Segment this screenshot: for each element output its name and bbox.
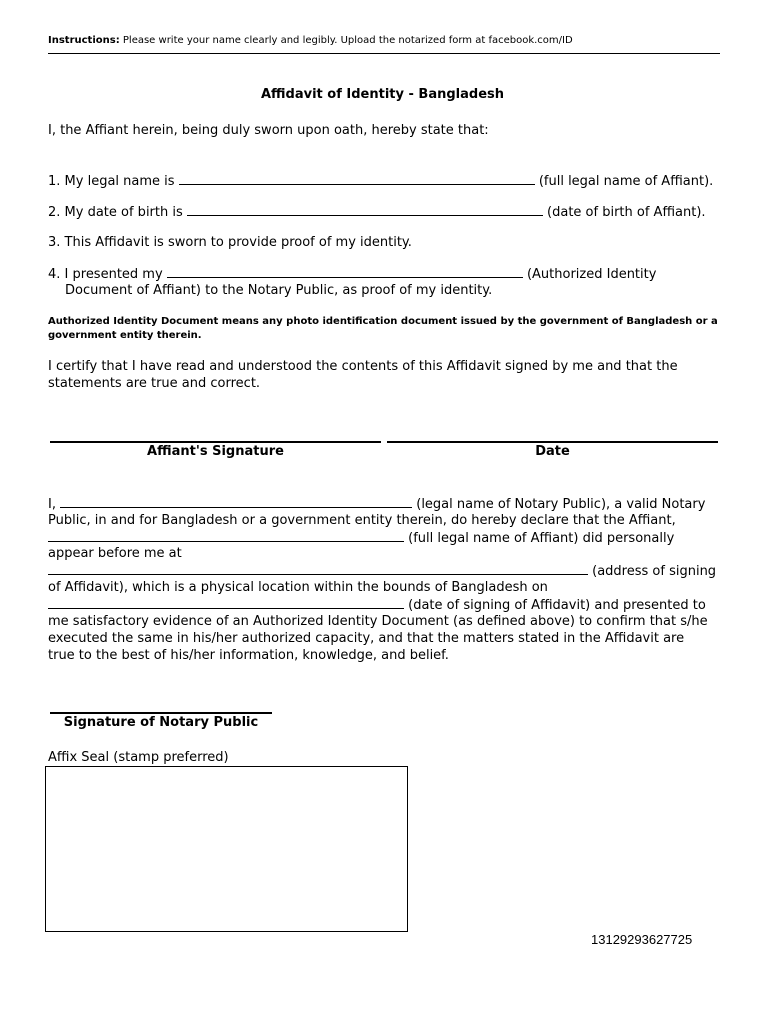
document-code: 13129293627725 — [591, 932, 693, 947]
header-rule — [48, 53, 720, 54]
notary-line5-suffix: (address of signing — [592, 564, 717, 579]
item-dob — [48, 203, 706, 221]
instructions-line — [48, 35, 573, 46]
notary-line7-suffix: (date of signing of Affidavit) and presented to — [408, 598, 706, 613]
notary-line5 — [48, 562, 716, 580]
notary-signature-label: Signature of Notary Public — [63, 715, 259, 730]
item-dob-suffix: (date of birth of Affiant). — [547, 205, 706, 220]
notary-line1-suffix: (legal name of Notary Public), a valid Notary — [416, 497, 706, 512]
notary-line4: appear before me at — [48, 546, 182, 561]
legal-name-field[interactable] — [179, 172, 535, 185]
date-label: Date — [535, 444, 570, 459]
notary-line7 — [48, 596, 706, 614]
affiant-signature-line[interactable] — [50, 441, 381, 443]
notary-line1 — [48, 495, 705, 513]
notary-line10: true to the best of his/her information, knowledge, and belief. — [48, 648, 449, 663]
dob-field[interactable] — [187, 203, 543, 216]
item-purpose: 3. This Affidavit is sworn to provide proof of my identity. — [48, 235, 412, 250]
notary-name-field[interactable] — [60, 495, 412, 508]
item-legal-name — [48, 172, 713, 190]
signing-date-field[interactable] — [48, 596, 404, 609]
certify-text: I certify that I have read and understood the contents of this Affidavit signed by me and that the statements are true and correct. — [48, 359, 678, 391]
item-dob-prefix: 2. My date of birth is — [48, 205, 183, 220]
seal-label: Affix Seal (stamp preferred) — [48, 750, 229, 765]
date-signature-line[interactable] — [387, 441, 718, 443]
notary-line2: Public, in and for Bangladesh or a government entity therein, do hereby declare that the Affiant, — [48, 513, 676, 528]
notary-line3-suffix: (full legal name of Affiant) did personally — [408, 531, 675, 546]
item-legal-name-prefix: 1. My legal name is — [48, 174, 175, 189]
notary-line9: executed the same in his/her authorized capacity, and that the matters stated in the Affidavit are — [48, 631, 685, 646]
instructions-label: Instructions: — [48, 35, 120, 46]
instructions-text: Please write your name clearly and legibly. Upload the notarized form at facebook.com/ID — [119, 35, 573, 46]
item-presented-suffix: (Authorized Identity — [526, 267, 657, 282]
notary-line8: me satisfactory evidence of an Authorized Identity Document (as defined above) to confirm that s/he — [48, 614, 708, 629]
item-presented-prefix: 4. I presented my — [48, 267, 163, 282]
seal-box[interactable] — [45, 766, 408, 932]
id-document-field[interactable] — [167, 265, 523, 278]
signing-address-field[interactable] — [48, 562, 588, 575]
notary-signature-line[interactable] — [50, 712, 272, 714]
affiant-signature-label: Affiant's Signature — [147, 444, 284, 459]
notary-line6: of Affidavit), which is a physical location within the bounds of Bangladesh on — [48, 580, 548, 595]
intro-text: I, the Affiant herein, being duly sworn upon oath, hereby state that: — [48, 123, 489, 138]
item-legal-name-suffix: (full legal name of Affiant). — [538, 174, 714, 189]
item-presented — [48, 265, 656, 283]
document-title: Affidavit of Identity - Bangladesh — [260, 87, 505, 102]
definition-text: Authorized Identity Document means any photo identification document issued by the government of Bangladesh or a government entity therein. — [48, 316, 718, 341]
notary-i: I, — [48, 497, 56, 512]
item-presented-line2: Document of Affiant) to the Notary Public, as proof of my identity. — [65, 283, 493, 298]
affiant-name-field[interactable] — [48, 529, 404, 542]
